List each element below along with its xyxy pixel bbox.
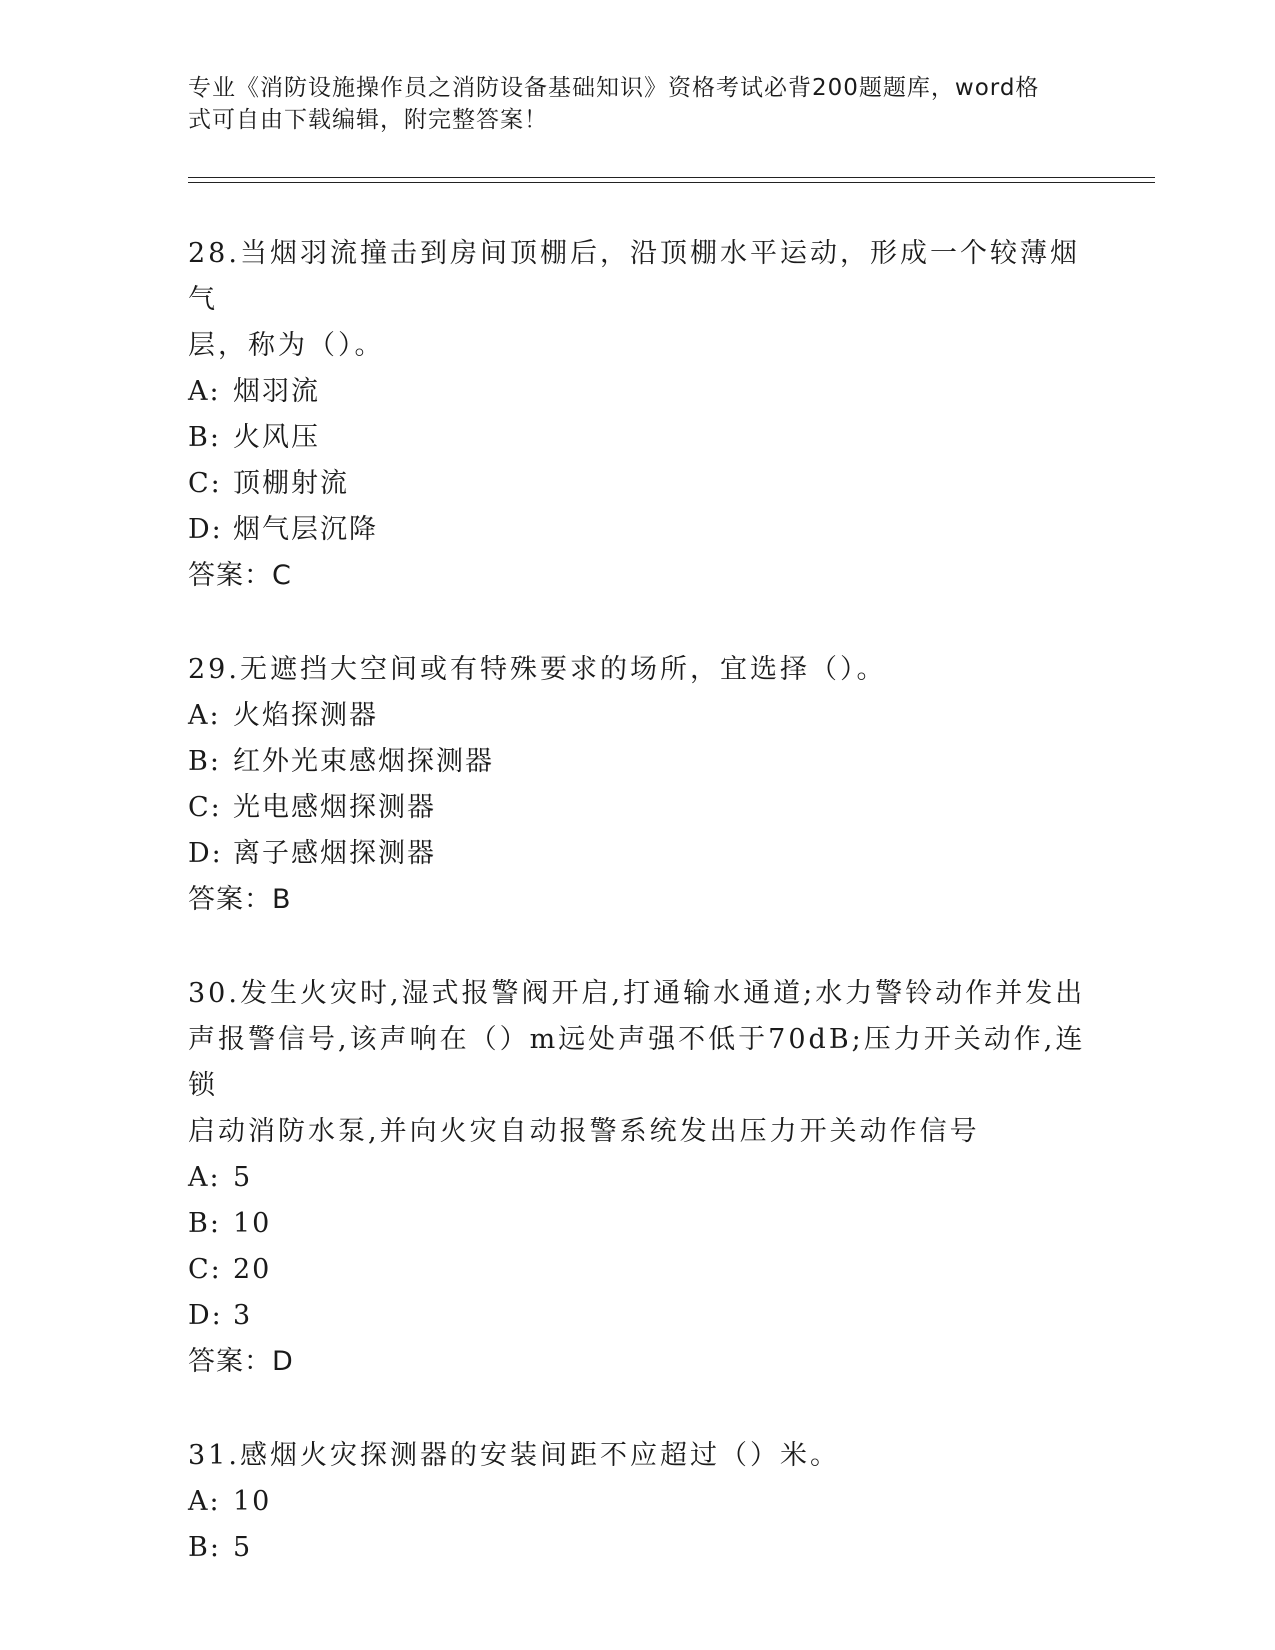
option-b: [188, 1201, 1088, 1247]
option-c: [188, 1247, 1088, 1293]
option-text: 3: [233, 1300, 253, 1331]
option-text: 烟羽流: [233, 376, 320, 407]
option-key: A:: [188, 376, 221, 407]
option-d: [188, 1293, 1088, 1339]
document-header: [188, 72, 1088, 136]
option-text: 火风压: [233, 422, 320, 453]
option-d: [188, 507, 1088, 553]
option-c: [188, 785, 1088, 831]
option-text: 20: [233, 1254, 272, 1285]
option-a: [188, 369, 1088, 415]
option-key: A:: [188, 1486, 221, 1517]
option-key: C:: [188, 1254, 222, 1285]
option-key: D:: [188, 838, 223, 869]
option-key: B:: [188, 746, 221, 777]
option-a: [188, 1479, 1088, 1525]
option-b: [188, 415, 1088, 461]
option-key: B:: [188, 422, 221, 453]
option-a: [188, 693, 1088, 739]
header-divider-top: [188, 177, 1155, 178]
option-key: A:: [188, 1162, 221, 1193]
question-stem: 28.当烟羽流撞击到房间顶棚后，沿顶棚水平运动，形成一个较薄烟气: [188, 238, 1080, 315]
question-30: [188, 971, 1088, 1385]
option-b: [188, 1525, 1088, 1571]
question-stem: 启动消防水泵,并向火灾自动报警系统发出压力开关动作信号: [188, 1116, 980, 1147]
option-text: 离子感烟探测器: [233, 838, 436, 869]
answer-line: 答案：D: [188, 1346, 294, 1377]
header-line-2: 式可自由下载编辑，附完整答案！: [188, 107, 548, 133]
header-divider-bottom: [188, 182, 1155, 183]
option-text: 火焰探测器: [233, 700, 378, 731]
option-text: 5: [233, 1532, 253, 1563]
option-key: D:: [188, 514, 223, 545]
question-stem: 30.发生火灾时,湿式报警阀开启,打通输水通道;水力警铃动作并发出: [188, 978, 1086, 1009]
option-d: [188, 831, 1088, 877]
option-key: A:: [188, 700, 221, 731]
option-text: 顶棚射流: [233, 468, 349, 499]
question-stem: 层，称为（）。: [188, 330, 385, 361]
option-key: D:: [188, 1300, 223, 1331]
question-stem: 声报警信号,该声响在（）m远处声强不低于70dB;压力开关动作,连锁: [188, 1024, 1086, 1101]
option-text: 红外光束感烟探测器: [233, 746, 494, 777]
option-key: B:: [188, 1208, 221, 1239]
answer-line: 答案：B: [188, 884, 292, 915]
option-a: [188, 1155, 1088, 1201]
option-key: C:: [188, 792, 222, 823]
question-stem: 29.无遮挡大空间或有特殊要求的场所，宜选择（）。: [188, 654, 887, 685]
option-key: C:: [188, 468, 222, 499]
option-c: [188, 461, 1088, 507]
question-28: [188, 231, 1088, 599]
answer-line: 答案：C: [188, 560, 292, 591]
header-line-1: 专业《消防设施操作员之消防设备基础知识》资格考试必背200题题库，word格: [188, 75, 1040, 101]
option-text: 烟气层沉降: [233, 514, 378, 545]
option-key: B:: [188, 1532, 221, 1563]
question-31: [188, 1433, 1088, 1571]
question-list: [188, 231, 1088, 1619]
option-text: 10: [233, 1486, 272, 1517]
option-text: 光电感烟探测器: [233, 792, 436, 823]
question-stem: 31.感烟火灾探测器的安装间距不应超过（）米。: [188, 1440, 840, 1471]
question-29: [188, 647, 1088, 923]
option-b: [188, 739, 1088, 785]
option-text: 5: [233, 1162, 253, 1193]
option-text: 10: [233, 1208, 272, 1239]
